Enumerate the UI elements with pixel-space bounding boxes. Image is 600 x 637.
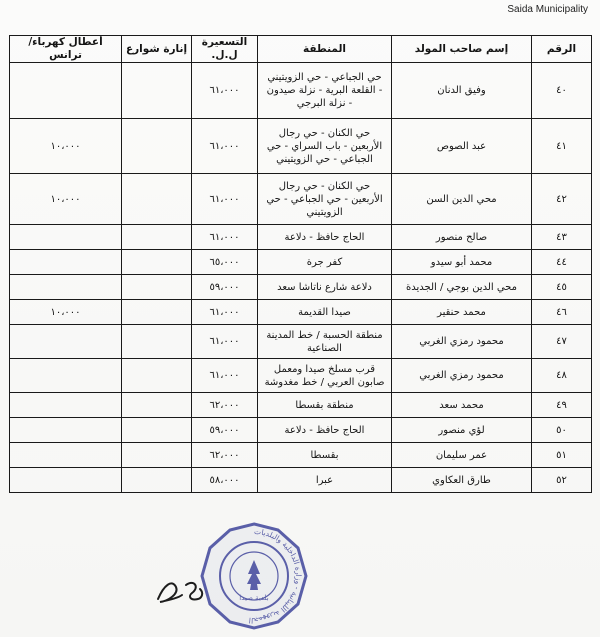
area-line: حي الكنان - حي رجال [278,180,371,192]
row-number-cell: ٤٥ [532,275,592,300]
seal-ring-text: الجمهورية اللبنانية - وزارة الداخلية والبلديات [248,526,303,626]
table-row [10,418,592,443]
area-line: منطقة الحسبة / خط المدينة [266,329,383,341]
column-header-area: المنطقة [258,36,392,63]
power-faults-cell: ١٠،٠٠٠ [10,300,122,325]
area-line: - نزلة البرجي [296,98,353,109]
area-cell [258,63,392,119]
row-number-cell: ٤٩ [532,393,592,418]
table-row [10,393,592,418]
area-line: صابون العربي / خط مغدوشة [264,376,385,388]
street-lighting-cell [122,359,192,393]
area-cell [258,443,392,468]
owner-cell: طارق العكاوي [392,468,532,493]
table-row [10,359,592,393]
price-cell: ٦١،٠٠٠ [192,225,258,250]
owner-cell: عبد الصوص [392,119,532,174]
price-cell: ٦٢،٠٠٠ [192,443,258,468]
area-line: صيدا القديمة [298,306,351,318]
power-faults-cell [10,418,122,443]
column-header-price: التسعيرة ل.ل. [192,36,258,63]
area-cell [258,275,392,300]
street-lighting-cell [122,418,192,443]
price-cell: ٦١،٠٠٠ [192,300,258,325]
street-lighting-cell [122,275,192,300]
row-number-cell: ٥٠ [532,418,592,443]
area-cell [258,250,392,275]
price-cell: ٦١،٠٠٠ [192,63,258,119]
area-line: الأربعين - باب السراي - حي [266,140,383,152]
row-number-cell: ٤١ [532,119,592,174]
column-header-number: الرقم [532,36,592,63]
owner-cell: محي الدين السن [392,174,532,225]
street-lighting-cell [122,468,192,493]
street-lighting-cell [122,225,192,250]
table-row [10,275,592,300]
price-cell: ٥٨،٠٠٠ [192,468,258,493]
owner-cell: عمر سليمان [392,443,532,468]
area-line: حي الجباعي - حي الزويتيني [267,72,382,83]
price-cell: ٦١،٠٠٠ [192,119,258,174]
price-cell: ٥٩،٠٠٠ [192,418,258,443]
area-line: الجباعي - حي الزويتيني [276,153,373,165]
table-row [10,119,592,174]
row-number-cell: ٤٦ [532,300,592,325]
area-cell [258,359,392,393]
owner-cell: محمود رمزي الغربي [392,325,532,359]
municipality-seal [198,520,310,632]
power-faults-cell [10,393,122,418]
area-cell [258,300,392,325]
owner-cell: وفيق الدنان [392,63,532,119]
page-header-label: Saida Municipality [507,4,588,15]
area-line: قرب مسلخ صيدا ومعمل [273,363,376,375]
street-lighting-cell [122,300,192,325]
price-cell: ٦١،٠٠٠ [192,174,258,225]
area-line: الحاج حافظ - دلاعة [284,424,365,436]
area-cell [258,418,392,443]
row-number-cell: ٤٤ [532,250,592,275]
area-line: بقسطا [310,449,339,461]
owner-cell: محمد سعد [392,393,532,418]
seal-center-text: بلدية صيدا [239,594,269,602]
area-line: منطقة بقسطا [295,399,354,411]
row-number-cell: ٤٧ [532,325,592,359]
power-faults-cell [10,359,122,393]
area-line: الصناعية [307,342,342,354]
row-number-cell: ٤٣ [532,225,592,250]
power-faults-cell [10,443,122,468]
street-lighting-cell [122,250,192,275]
area-line: حي الكنان - حي رجال [278,127,371,139]
row-number-cell: ٤٠ [532,63,592,119]
power-faults-cell [10,63,122,119]
table-row [10,325,592,359]
power-faults-cell [10,250,122,275]
row-number-cell: ٥٢ [532,468,592,493]
area-line: عبرا [315,474,334,486]
area-line: الحاج حافظ - دلاعة [284,231,365,243]
column-header-street-lighting: إنارة شوارع [122,36,192,63]
table-row [10,250,592,275]
owner-cell: صالح منصور [392,225,532,250]
power-faults-cell [10,275,122,300]
table-body [10,63,592,493]
column-header-power-faults: أعطال كهرباء/ترانس [10,36,122,63]
price-cell: ٦١،٠٠٠ [192,325,258,359]
row-number-cell: ٤٨ [532,359,592,393]
area-line: كفر جرة [306,256,343,268]
area-line: الزويتيني [306,206,343,218]
owner-cell: محمد أبو سيدو [392,250,532,275]
price-cell: ٦٢،٠٠٠ [192,393,258,418]
owner-cell: محمود رمزي الغربي [392,359,532,393]
owner-cell: لؤي منصور [392,418,532,443]
area-cell [258,325,392,359]
row-number-cell: ٤٢ [532,174,592,225]
power-faults-cell: ١٠،٠٠٠ [10,174,122,225]
area-cell [258,174,392,225]
table-row [10,300,592,325]
area-cell [258,225,392,250]
table-header-row [10,36,592,63]
table-row [10,63,592,119]
price-cell: ٦١،٠٠٠ [192,359,258,393]
table-row [10,443,592,468]
price-cell: ٦٥،٠٠٠ [192,250,258,275]
area-cell [258,119,392,174]
row-number-cell: ٥١ [532,443,592,468]
street-lighting-cell [122,119,192,174]
table-row [10,174,592,225]
power-faults-cell [10,468,122,493]
area-cell [258,393,392,418]
area-line: - القلعة البرية - نزلة صيدون [266,85,383,96]
area-cell [258,468,392,493]
street-lighting-cell [122,393,192,418]
table-row [10,468,592,493]
owner-cell: محي الدين بوجي / الجديدة [392,275,532,300]
area-line: دلاعة شارع ناتاشا سعد [277,281,372,293]
power-faults-cell [10,325,122,359]
street-lighting-cell [122,63,192,119]
street-lighting-cell [122,325,192,359]
column-header-owner: إسم صاحب المولد [392,36,532,63]
power-faults-cell: ١٠،٠٠٠ [10,119,122,174]
owner-cell: محمد حنقير [392,300,532,325]
price-cell: ٥٩،٠٠٠ [192,275,258,300]
power-faults-cell [10,225,122,250]
street-lighting-cell [122,443,192,468]
street-lighting-cell [122,174,192,225]
area-line: الأربعين - حي الجباعي - حي [266,193,383,205]
generators-table [9,35,592,493]
table-row [10,225,592,250]
